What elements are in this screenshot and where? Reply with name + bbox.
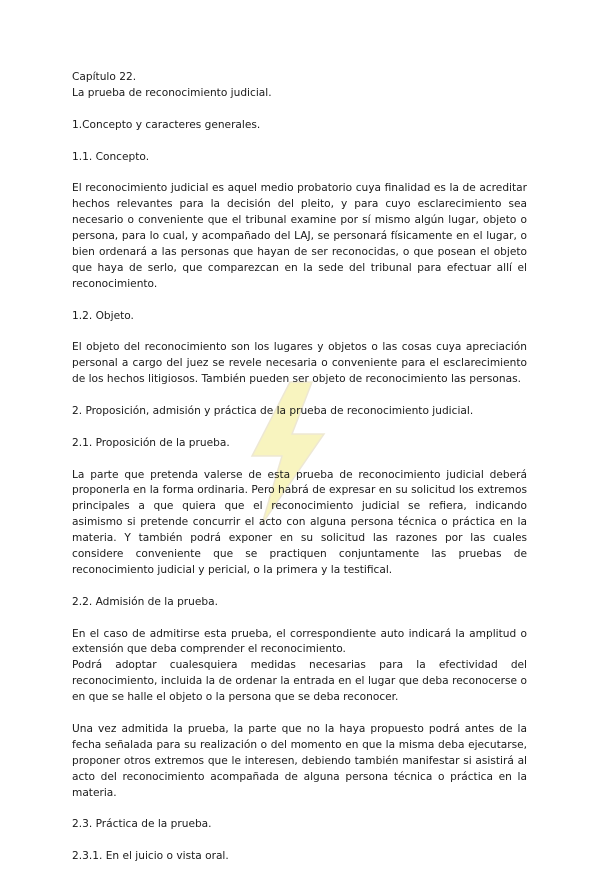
section-2-heading: 2. Proposición, admisión y práctica de la prueba de reconocimiento judicial. (72, 404, 474, 417)
section-2-3-heading: 2.3. Práctica de la prueba. (72, 818, 212, 831)
section-2-2-paragraph-a: En el caso de admitirse esta prueba, el correspondiente auto indicará la amplitud o extensión que deba comprender el reconocimiento. (72, 627, 527, 656)
section-1-heading: 1.Concepto y caracteres generales. (72, 118, 261, 131)
section-2-1-paragraph: La parte que pretenda valerse de esta prueba de reconocimiento judicial deberá proponerla en la forma ordinaria. Pero habrá de expresar en su solicitud los extremos principales a que quiera que el reconocimiento judicial se refiera, indicando asimismo si pretende concurrir el acto con alguna persona técnica o práctica en la materia. Y también podrá exponer en su solicitud las razones por las cuales considere conveniente que se practiquen conjuntamente las pruebas de reconocimiento judicial y pericial, o la primera y la testifical. (72, 468, 527, 576)
section-1-1-heading: 1.1. Concepto. (72, 150, 150, 163)
section-2-2-paragraph-b: Podrá adoptar cualesquiera medidas necesarias para la efectividad del reconocimiento, incluida la de ordenar la entrada en el lugar que deba reconocerse o en que se halle el objeto o la persona que se deba reconocer. (72, 659, 527, 704)
chapter-label: Capítulo 22. (72, 71, 137, 83)
section-2-3-1-heading: 2.3.1. En el juicio o vista oral. (72, 850, 229, 863)
section-1-2-paragraph: El objeto del reconocimiento son los lugares y objetos o las cosas cuya apreciación personal a cargo del juez se revele necesaria o conveniente para el esclarecimiento de los hechos litigiosos. También pueden ser objeto de reconocimiento las personas. (72, 341, 527, 386)
section-2-2-heading: 2.2. Admisión de la prueba. (72, 595, 218, 608)
section-2-1-heading: 2.1. Proposición de la prueba. (72, 436, 230, 449)
chapter-title: La prueba de reconocimiento judicial. (72, 86, 272, 99)
document-body (72, 70, 527, 881)
section-1-2-heading: 1.2. Objeto. (72, 309, 134, 322)
section-2-2-paragraph-c: Una vez admitida la prueba, la parte que no la haya propuesto podrá antes de la fecha señalada para su realización o del momento en que la misma deba ejecutarse, proponer otros extremos que le interesen, debiendo también manifestar si asistirá al acto del reconocimiento acompañada de alguna persona técnica o práctica en la materia. (72, 722, 527, 799)
section-1-1-paragraph: El reconocimiento judicial es aquel medio probatorio cuya finalidad es la de acreditar hechos relevantes para la decisión del pleito, y para cuyo esclarecimiento sea necesario o conveniente que el tribunal examine por sí mismo algún lugar, objeto o persona, para lo cual, y acompañado del LAJ, se personará físicamente en el lugar, o bien ordenará a las personas que hayan de ser reconocidas, o que posean el objeto que haya de serlo, que comparezcan en la sede del tribunal para efectuar allí el reconocimiento. (72, 182, 527, 290)
